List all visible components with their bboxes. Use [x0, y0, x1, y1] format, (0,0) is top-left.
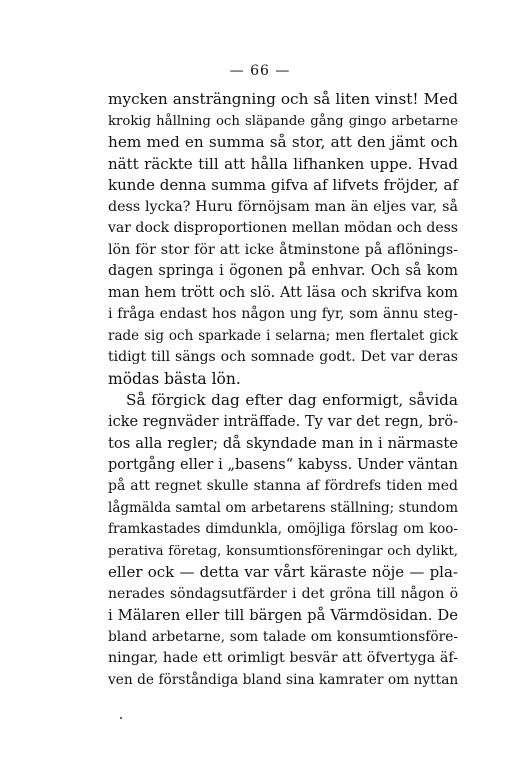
text-line: tos alla regler; då skyndade man in i närmaste	[108, 435, 458, 452]
print-speck	[120, 717, 122, 719]
text-line: krokig hållning och släpande gång gingo arbetarne	[108, 113, 458, 129]
text-line: portgång eller i „basens“ kabyss. Under väntan	[108, 456, 458, 473]
text-line: icke regnväder inträffade. Ty var det regn, brö-	[108, 413, 458, 430]
text-line: framkastades dimdunkla, omöjliga förslag om koo-	[108, 521, 458, 537]
text-line: dess lycka? Huru förnöjsam man än eljes var, så	[108, 198, 458, 215]
paragraph-1	[108, 89, 458, 390]
text-line: tidigt till sängs och somnade godt. Det var deras	[108, 349, 458, 365]
text-line: lön för stor för att icke åtminstone på aflönings-	[108, 241, 458, 258]
paragraph-2	[108, 390, 458, 691]
text-line: nerades söndagsutfärder i det gröna till någon ö	[108, 585, 458, 602]
body-text	[108, 89, 458, 691]
text-line: rade sig och sparkade i selarna; men flertalet gick	[108, 327, 458, 344]
text-line: man hem trött och slö. Att läsa och skrifva kom	[108, 284, 458, 301]
text-line: var dock disproportionen mellan mödan och dess	[108, 220, 458, 236]
text-line: eller ock — detta var vårt käraste nöje — pla-	[108, 563, 458, 581]
text-line: perativa företag, konsumtionsföreningar och dylikt,	[108, 543, 458, 559]
text-line: dagen springa i ögonen på enhvar. Och så kom	[108, 263, 458, 279]
text-line: mödas bästa lön.	[108, 369, 241, 388]
text-line: på att regnet skulle stanna af fördrefs tiden med	[108, 478, 458, 494]
text-line: nätt räckte till att hålla lifhanken uppe. Hvad	[108, 154, 458, 173]
text-line: Så förgick dag efter dag enformigt, såvida	[126, 391, 458, 409]
text-line: kunde denna summa gifva af lifvets fröjder, af	[108, 176, 458, 194]
text-line: hem med en summa så stor, att den jämt och	[108, 133, 458, 151]
text-line: lågmälda samtal om arbetarens ställning; stundom	[108, 499, 458, 516]
text-line: ningar, hade ett orimligt besvär att öfvertyga äf-	[108, 650, 458, 666]
text-line: bland arbetarne, som talade om konsumtionsföre-	[108, 628, 458, 645]
text-line: mycken ansträngning och så liten vinst! Med	[108, 90, 458, 108]
text-line: i Mälaren eller till bärgen på Värmdösidan. De	[108, 607, 458, 624]
text-line: ven de förståndiga bland sina kamrater om nyttan	[108, 671, 459, 688]
page-number: — 66 —	[229, 63, 291, 79]
text-line: i fråga endast hos någon ung fyr, som ännu steg-	[108, 306, 458, 322]
